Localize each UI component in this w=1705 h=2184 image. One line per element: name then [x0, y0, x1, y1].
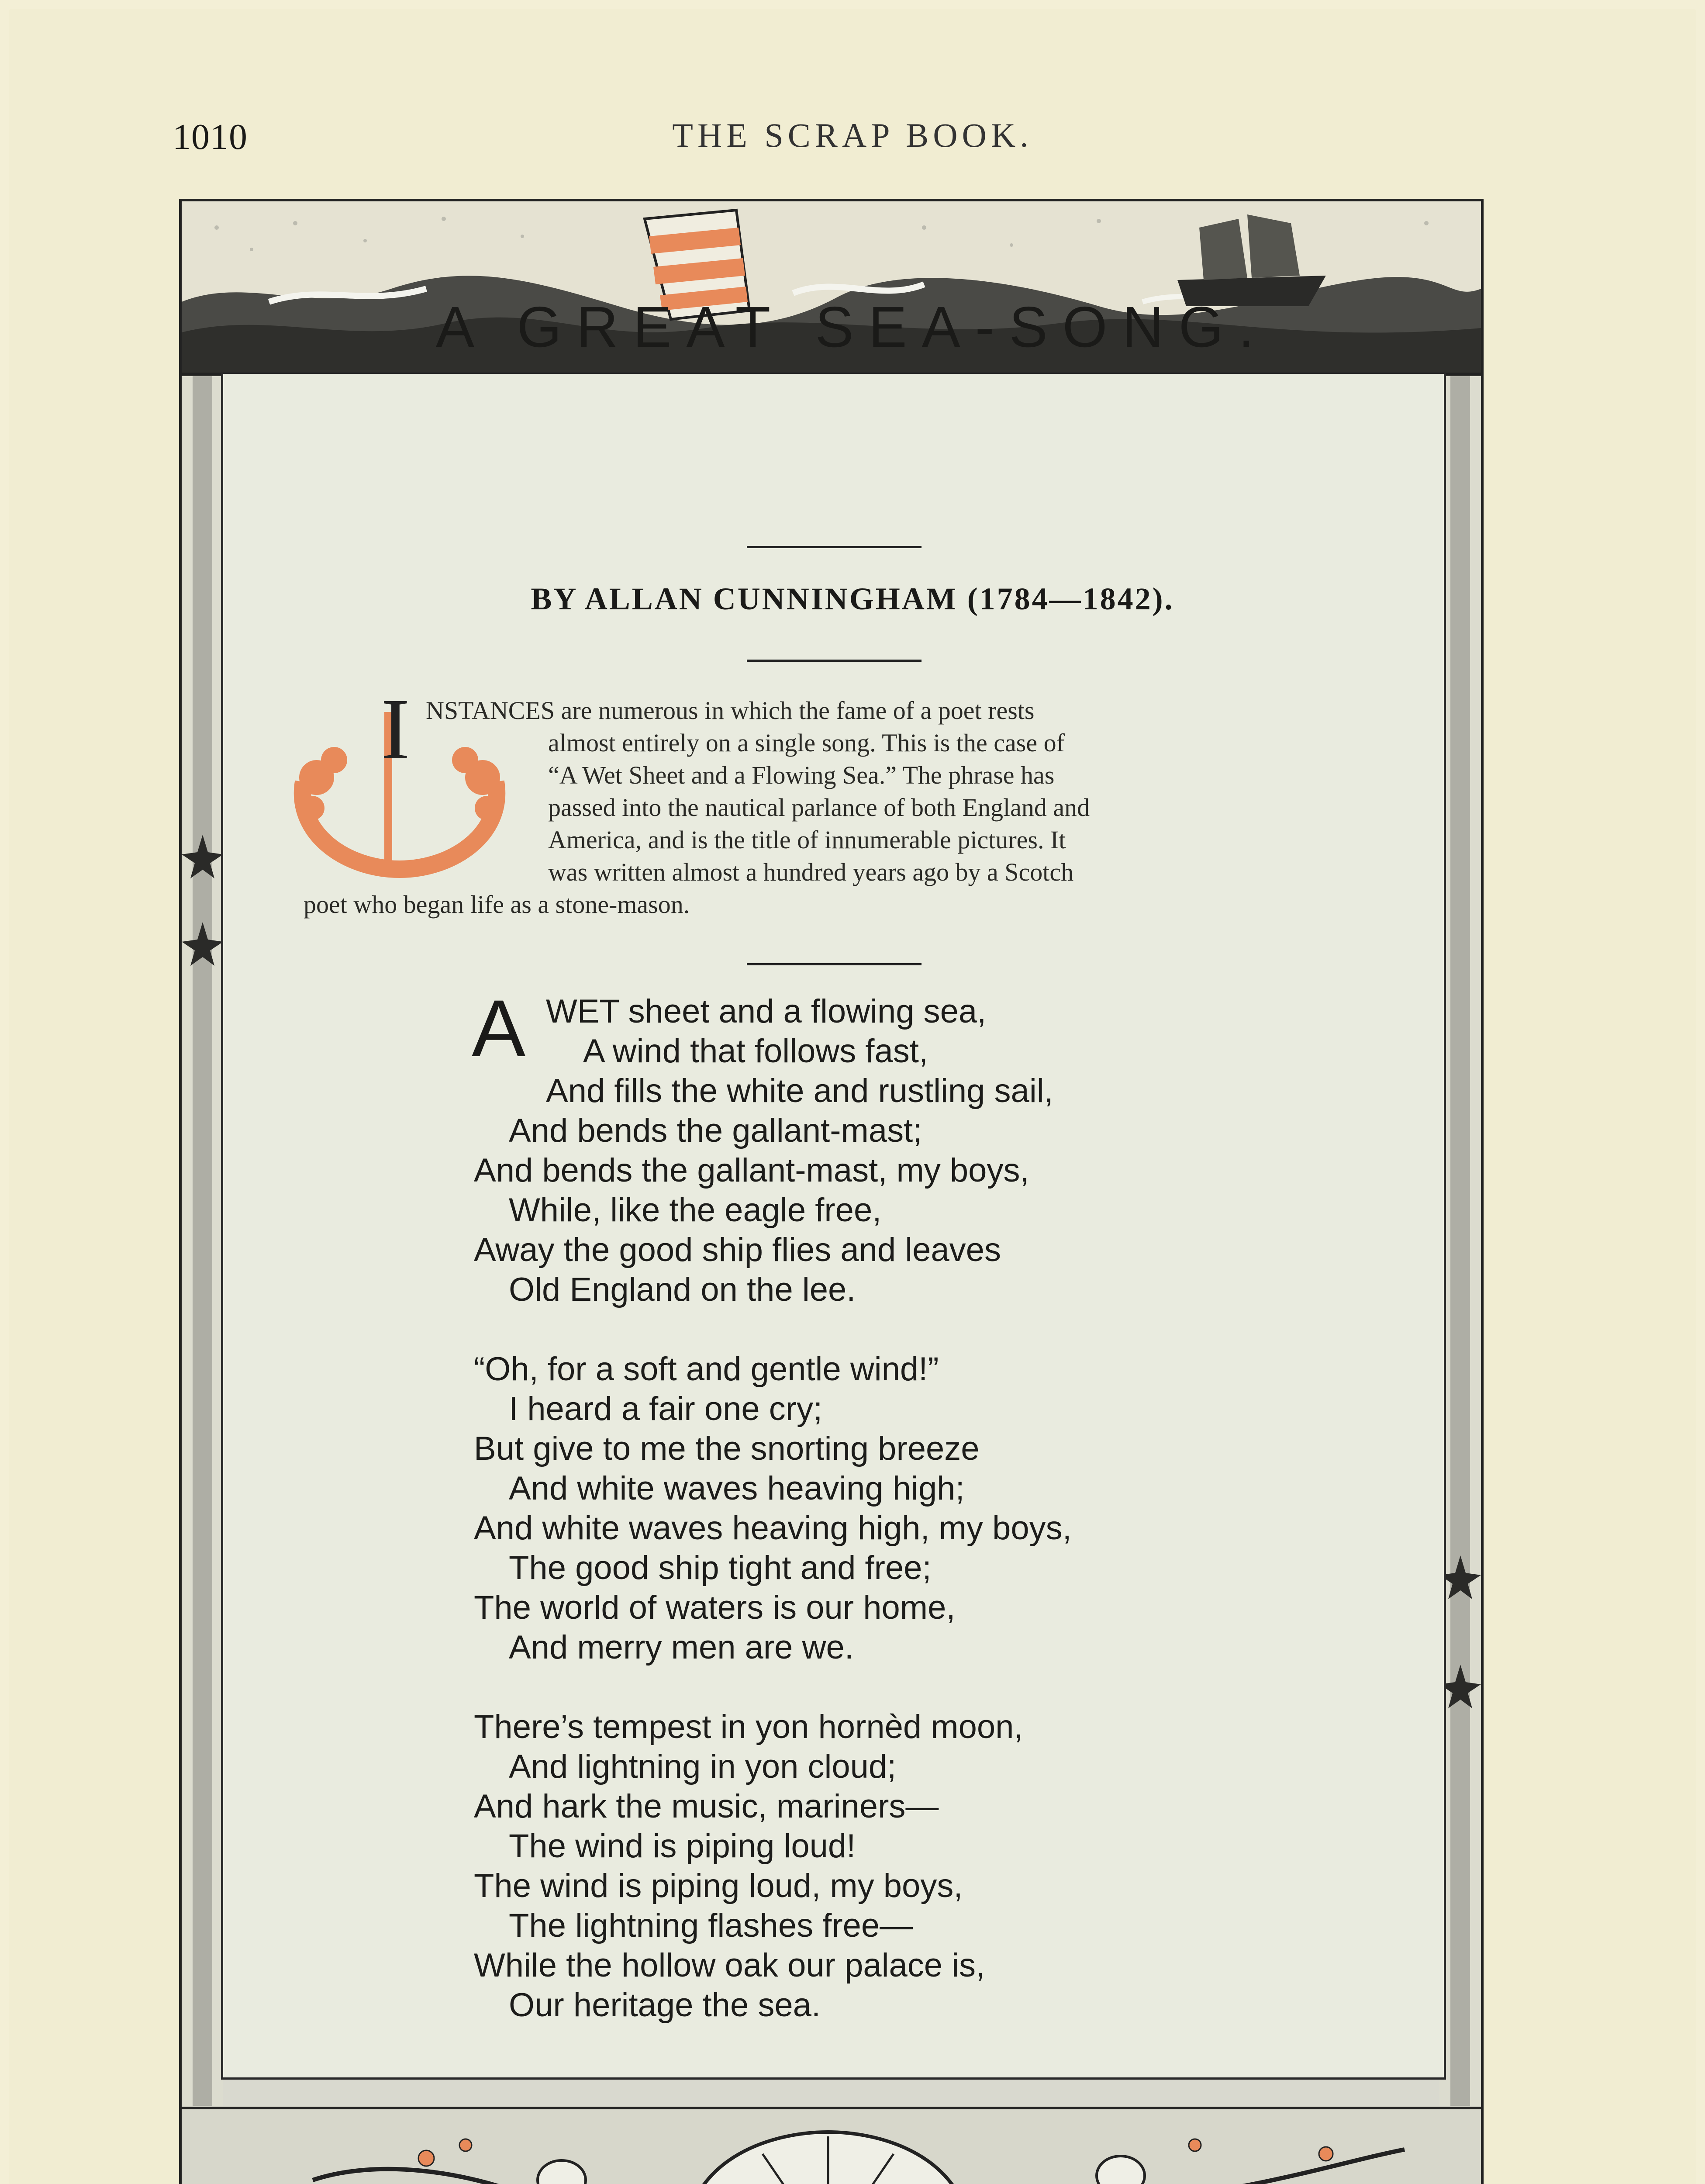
- stanza: [472, 984, 1072, 1310]
- intro-rule: [747, 963, 922, 965]
- poem-line: WET sheet and a flowing sea,: [546, 993, 987, 1030]
- poem-line: The lightning flashes free—: [509, 1907, 913, 1944]
- poem-line: The wind is piping loud, my boys,: [474, 1867, 963, 1904]
- poem-line: Old England on the lee.: [509, 1271, 856, 1308]
- stanza: [474, 1349, 1072, 1667]
- poem-line: The world of waters is our home,: [474, 1589, 956, 1626]
- article-title: A GREAT SEA-SONG.: [435, 295, 1270, 359]
- poem-line: The wind is piping loud!: [509, 1828, 856, 1865]
- poem-line: “Oh, for a soft and gentle wind!”: [474, 1351, 939, 1388]
- intro-line: NSTANCES are numerous in which the fame of a poet rests: [426, 696, 1035, 725]
- poem-line: And lightning in yon cloud;: [509, 1748, 897, 1785]
- poem-line: And bends the gallant-mast;: [509, 1112, 922, 1149]
- poem-line: There’s tempest in yon hornèd moon,: [474, 1708, 1023, 1745]
- byline: BY ALLAN CUNNINGHAM (1784—1842).: [531, 581, 1174, 616]
- left-border-ornament: [182, 376, 223, 2106]
- running-head: [0, 111, 1705, 164]
- byline-rule: [747, 660, 922, 662]
- poem-line: And hark the music, mariners—: [474, 1788, 939, 1825]
- poem-line: While the hollow oak our palace is,: [474, 1947, 985, 1984]
- poem-line: And white waves heaving high, my boys,: [474, 1510, 1072, 1547]
- mermaids-and-shell-illustration: [182, 2106, 1481, 2184]
- poem-line: But give to me the snorting breeze: [474, 1430, 980, 1467]
- intro-line: America, and is the title of innumerable pictures. It: [548, 826, 1066, 854]
- title-rule: [747, 546, 922, 548]
- poem-line: While, like the eagle free,: [509, 1192, 882, 1229]
- journal-title: THE SCRAP BOOK.: [672, 116, 1033, 154]
- poem-line: And white waves heaving high;: [509, 1470, 965, 1507]
- poem-line: A wind that follows fast,: [583, 1033, 928, 1070]
- intro-line: almost entirely on a single song. This is the case of: [548, 729, 1065, 757]
- intro-line: passed into the nautical parlance of both England and: [548, 793, 1090, 822]
- intro-line: was written almost a hundred years ago by a Scotch: [548, 858, 1074, 886]
- intro-line: poet who began life as a stone-mason.: [304, 890, 690, 919]
- poem-line: And bends the gallant-mast, my boys,: [474, 1152, 1029, 1189]
- page-number: 1010: [173, 117, 248, 157]
- stanza: [474, 1707, 1072, 2025]
- poem-line: And fills the white and rustling sail,: [546, 1072, 1053, 1109]
- poem-line: And merry men are we.: [509, 1629, 854, 1666]
- poem-line: Our heritage the sea.: [509, 1987, 821, 2024]
- poem-line: I heard a fair one cry;: [509, 1390, 823, 1427]
- intro-line: “A Wet Sheet and a Flowing Sea.” The phrase has: [548, 761, 1055, 789]
- poem-line: Away the good ship flies and leaves: [474, 1231, 1001, 1268]
- intro-drop-letter: I: [381, 681, 410, 778]
- poem-line: The good ship tight and free;: [509, 1549, 932, 1586]
- poem: [472, 984, 1072, 2065]
- poem-drop-initial: A: [472, 984, 526, 1074]
- intro-paragraph: [304, 695, 1360, 921]
